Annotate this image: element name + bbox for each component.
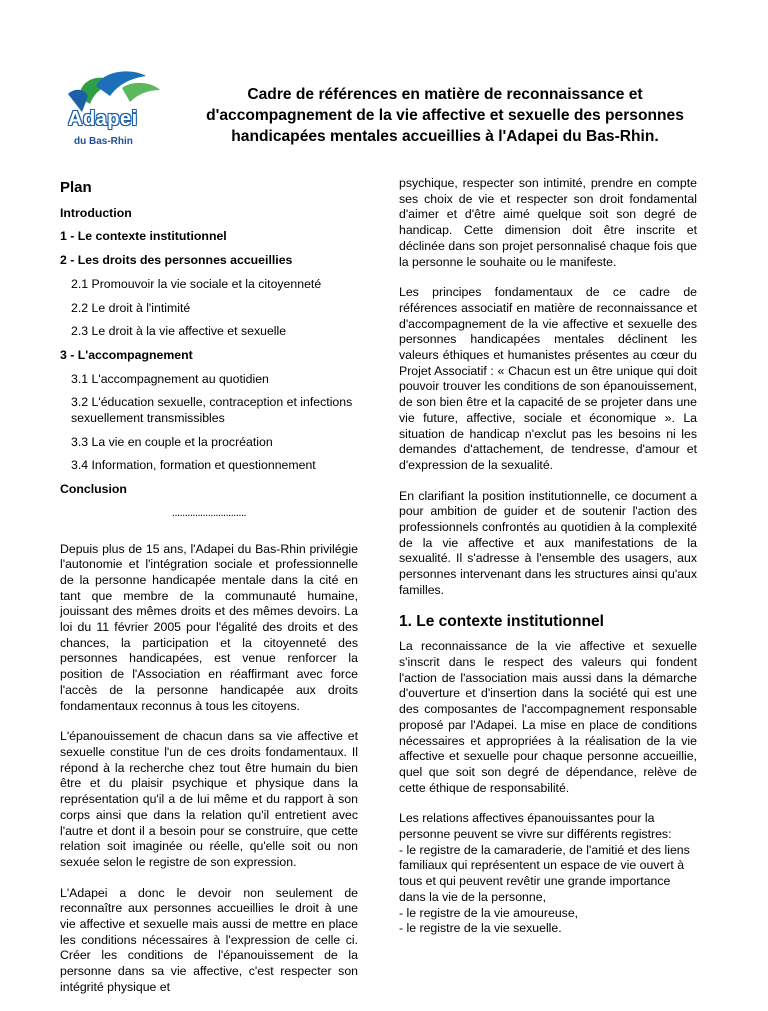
body-paragraph: psychique, respecter son intimité, prendre en compte ses choix de vie et respecter son droit fondamental d'aimer et d'être aimé quelque soit son degré de handicap. Cette dimension doit être inscrite et déclinée dans son projet personnalisé chaque fois que la personne le souhaite ou le manifeste.: [399, 176, 697, 269]
right-column: [399, 176, 697, 952]
registers-paragraph: [399, 811, 697, 937]
toc-subitem: 3.1 L'accompagnement au quotidien: [71, 371, 269, 386]
logo-name: Adapei: [68, 108, 138, 130]
body-paragraph: La reconnaissance de la vie affective et sexuelle s'inscrit dans le respect des valeurs qui fondent l'action de l'association mais aussi dans la démarche d'ouverture et d'insertion dans la société qui est une des composantes de l'accompagnement responsable proposé par l'Adapei. La mise en place de conditions nécessaires et appropriées à la réalisation de la vie affective et sexuelle pour chaque personne accueillie, quel que soit son degré de dépendance, relève de cette éthique de responsabilité.: [399, 639, 697, 795]
list-item: - le registre de la vie sexuelle.: [399, 921, 562, 936]
toc-subitem: 3.2 L'éducation sexuelle, contraception et infections sexuellement transmissibles: [71, 395, 353, 426]
body-paragraph: L'Adapei a donc le devoir non seulement de reconnaître aux personnes accueillies le droit à une vie affective et sexuelle mais aussi de mettre en place les conditions nécessaires à l'expression de celle ci. Créer les conditions de l'épanouissement de la personne dans sa vie affective, c'est respecter son intégrité physique et: [60, 885, 358, 994]
toc-item: Introduction: [60, 205, 132, 220]
list-item: - le registre de la camaraderie, de l'amitié et des liens familiaux qui représentent un espace de vie ouvert à tous et qui peuvent revêtir une grande importance dans la vie de la personne,: [399, 842, 690, 904]
left-column: [60, 170, 358, 1011]
plan-heading: Plan: [60, 179, 92, 196]
toc-subitem: 2.3 Le droit à la vie affective et sexuelle: [71, 324, 287, 339]
toc-subitem: 3.3 La vie en couple et la procréation: [71, 434, 273, 449]
logo-subtitle: du Bas-Rhin: [74, 136, 133, 147]
body-paragraph: Les principes fondamentaux de ce cadre de références associatif en matière de reconnaissance et d'accompagnement de la vie affective et sexuelle des personnes handicapées mentales déclinent les valeurs éthiques et humanistes présentes au cœur du Projet Associatif : « Chacun est un être unique qui doit pouvoir trouver les conditions de son épanouissement, de son bien être et la capacité de se projeter dans une vie future, affective, sociale et économique ». La situation de handicap n'exclut pas les besoins ni les demandes d'attachement, de tendresse, d'amour et d'expression de la sexualité.: [399, 285, 697, 472]
registers-intro: Les relations affectives épanouissantes pour la personne peuvent se vivre sur différents registres:: [399, 811, 672, 842]
body-paragraph: Depuis plus de 15 ans, l'Adapei du Bas-Rhin privilégie l'autonomie et l'intégration sociale et professionnelle de la personne handicapée mentale dans la cité en tant que membre de la communauté humaine, jouissant des mêmes droits et des mêmes devoirs. La loi du 11 février 2005 pour l'égalité des droits et des chances, la participation et la citoyenneté des personnes handicapées, est venue renforcer la position de l'Association en réaffirmant avec force l'accès de la personne handicapée aux droits fondamentaux reconnus à tous les citoyens.: [60, 541, 358, 713]
toc-item: Conclusion: [60, 482, 127, 497]
toc-subitem: 2.2 Le droit à l'intimité: [71, 300, 191, 315]
toc-item: 1 - Le contexte institutionnel: [60, 229, 227, 244]
document-title: Cadre de références en matière de reconnaissance et d'accompagnement de la vie affective et sexuelle des personnes handicapées mentales accueillies à l'Adapei du Bas-Rhin.: [206, 86, 684, 145]
list-item: - le registre de la vie amoureuse,: [399, 905, 579, 920]
toc-item: 3 - L'accompagnement: [60, 347, 193, 362]
body-paragraph: L'épanouissement de chacun dans sa vie affective et sexuelle constitue l'un de ces droits fondamentaux. Il répond à la recherche chez tout être humain du bien être et du plaisir psychique et physique dans la représentation qu'il a de lui même et du rapport à son corps ainsi que dans la relation qu'il entretient avec l'autre et dont il a besoin pour se construire, que cette relation soit imaginée ou réelle, qu'elle soit ou non sexuée selon le registre de son expression.: [60, 729, 358, 869]
adapei-logo: [60, 68, 168, 152]
toc-item: 2 - Les droits des personnes accueillies: [60, 253, 293, 268]
toc-subitem: 3.4 Information, formation et questionnement: [71, 458, 316, 473]
separator: .............................: [171, 506, 247, 519]
toc-subitem: 2.1 Promouvoir la vie sociale et la citoyenneté: [71, 276, 322, 291]
body-paragraph: En clarifiant la position institutionnelle, ce document a pour ambition de guider et de soutenir l'action des professionnels confrontés au quotidien à la complexité de la vie affective et aux manifestations de la sexualité. Il s'adresse à l'ensemble des usagers, aux personnes intervenant dans les structures ainsi qu'aux familles.: [399, 488, 697, 597]
section-heading: 1. Le contexte institutionnel: [399, 612, 604, 630]
